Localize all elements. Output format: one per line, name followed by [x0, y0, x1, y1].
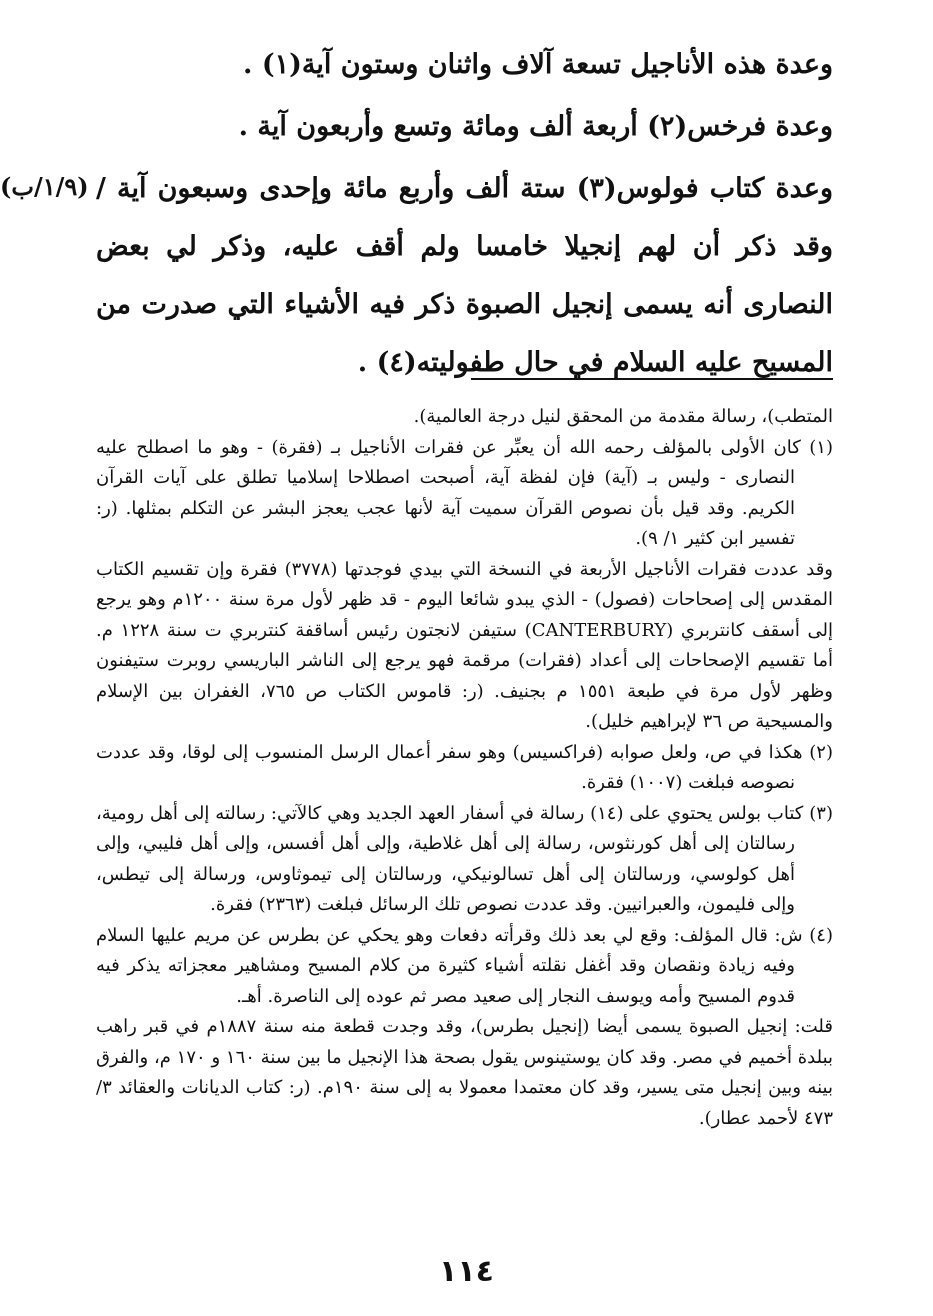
- main-paragraph-1: وعدة هذه الأناجيل تسعة آلاف واثنان وستون آية(١) .: [243, 49, 833, 80]
- footnote-4: (٤) ش: قال المؤلف: وقع لي بعد ذلك وقرأته دفعات وهو يحكي عن بطرس عن مريم عليها السلام وفيه زيادة ونقصان وقد أغفل نقلته أشياء كثيرة من كلام المسيح ومشاهير معجزاته يذكر فيه قدوم المسيح وأمه ويوسف النجار إلى صعيد مصر ثم عوده إلى الناصرة. أهـ.: [96, 924, 833, 1007]
- page-number: ١١٤: [439, 1254, 494, 1289]
- footnote-divider: [471, 378, 833, 380]
- footnote-intro: المتطب)، رسالة مقدمة من المحقق لنيل درجة العالمية).: [413, 406, 833, 427]
- footnote-2: (٢) هكذا في ص، ولعل صوابه (فراكسيس) وهو سفر أعمال الرسل المنسوب إلى لوقا، وقد عددت نصوصه فبلغت (١٠٠٧) فقرة.: [96, 741, 833, 793]
- footnote-3: (٣) كتاب بولس يحتوي على (١٤) رسالة في أسفار العهد الجديد وهي كالآتي: رسالته إلى أهل رومية، رسالتان إلى أهل كورنثوس، رسالة إلى أهل غلاطية، وإلى أهل أفسس، وإلى أهل فليبي، وإلى أهل كولوسي، ورسالتان إلى أهل تسالونيكي، ورسالتان إلى تيموثاوس، ورسالة إلى تيطس، وإلى فليمون، والعبرانيين. وقد عددت نصوص تلك الرسائل فبلغت (٢٣٦٣) فقرة.: [96, 802, 833, 915]
- footnote-1-continued: وقد عددت فقرات الأناجيل الأربعة في النسخة التي بيدي فوجدتها (٣٧٧٨) فقرة وإن تقسيم الكتاب المقدس إلى إصحاحات (فصول) - الذي يبدو شائعا اليوم - قد ظهر لأول مرة سنة ١٢٠٠م وهو يرجع إلى أسقف كانتربري (CANTERBURY) ستيفن لانجتون رئيس أساقفة كنتربري ت سنة ١٢٢٨ م. أما تقسيم الإصحاحات إلى أعداد (فقرات) مرقمة فهو يرجع إلى الناشر الباريسي روبرت ستيفنون وظهر لأول مرة في طبعة ١٥٥١ م بجنيف. (ر: قاموس الكتاب ص ٧٦٥، الغفران بين الإسلام والمسيحية ص ٣٦ لإبراهيم خليل).: [96, 558, 833, 732]
- main-paragraph-2: وعدة فرخس(٢) أربعة ألف ومائة وتسع وأربعون آية .: [238, 111, 833, 142]
- footnotes: [96, 402, 833, 1134]
- footnote-1: (١) كان الأولى بالمؤلف رحمه الله أن يعبِّر عن فقرات الأناجيل بـ (فقرة) - وهو ما اصطلح عليه النصارى - وليس بـ (آية) فإن لفظة آية، أصبحت اصطلاحا إسلاميا تطلق على آيات القرآن الكريم. وقد قيل بأن نصوص القرآن سميت آية لأنها عجب يعجز البشر عن التكلم بمثلها. (ر: تفسير ابن كثير ١/ ٩).: [96, 436, 833, 549]
- manuscript-folio-reference: (١/٩/ب): [0, 172, 89, 201]
- footnote-4-continued: قلت: إنجيل الصبوة يسمى أيضا (إنجيل بطرس)، وقد وجدت قطعة منه سنة ١٨٨٧م في قبر راهب ببلدة أخميم في مصر. وقد كان يوستينوس يقول بصحة هذا الإنجيل ما بين سنة ١٦٠ و ١٧٠ م، والفرق بينه وبين إنجيل متى يسير، وقد كان معتمدا معمولا به إلى سنة ١٩٠م. (ر: كتاب الديانات والعقائد ٣/ ٤٧٣ لأحمد عطار).: [96, 1016, 834, 1129]
- main-text: [96, 36, 833, 392]
- main-paragraph-3: وعدة كتاب فولوس(٣) ستة ألف وأربع مائة وإحدى وسبعون آية / وقد ذكر أن لهم إنجيلا خامسا ولم أقف عليه، وذكر لي بعض النصارى أنه يسمى إنجيل الصبوة ذكر فيه الأشياء التي صدرت من المسيح عليه السلام في حال طفوليته(٤) .: [96, 173, 833, 378]
